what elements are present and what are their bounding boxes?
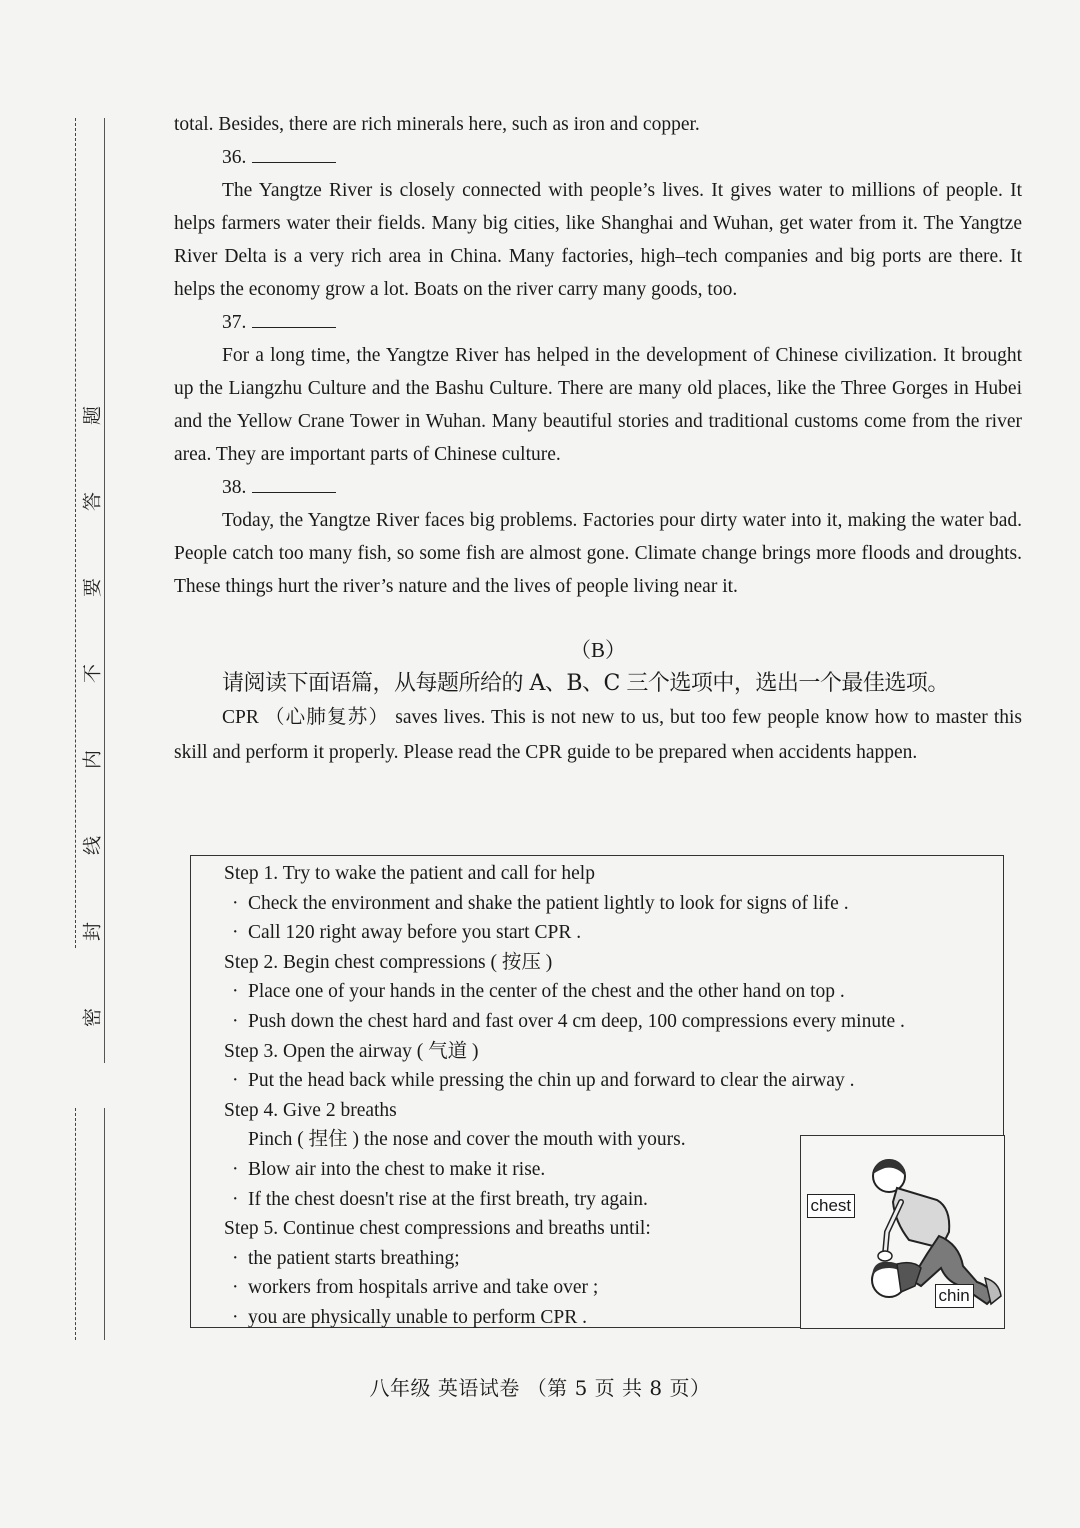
label-chin: chin bbox=[935, 1284, 974, 1308]
step-3-bullet-1 bbox=[224, 1066, 1004, 1096]
bullet-text: If the chest doesn't rise at the first breath, try again. bbox=[248, 1188, 648, 1210]
question-37-number: 37. bbox=[222, 312, 247, 333]
cpr-guide-box bbox=[190, 855, 1004, 1328]
question-38-number: 38. bbox=[222, 477, 247, 498]
answer-blank-37[interactable] bbox=[252, 309, 336, 328]
passage-line-continued: total. Besides, there are rich minerals here, such as iron and copper. bbox=[174, 114, 700, 135]
patient-body bbox=[897, 1262, 921, 1291]
bullet-dot: · bbox=[232, 1247, 239, 1269]
margin-char-yao: 要 bbox=[81, 578, 104, 598]
bullet-text: Call 120 right away before you start CPR . bbox=[248, 922, 582, 944]
margin-char-bu: 不 bbox=[81, 664, 104, 684]
binding-dashed-line-bottom bbox=[75, 1108, 76, 1340]
bullet-dot: · bbox=[232, 922, 239, 944]
bullet-dot: · bbox=[232, 1070, 239, 1092]
section-b-intro: CPR （心肺复苏） saves lives. This is not new to us, but too few people know how to master this skill and perform it properly. Please read the CPR guide to be prepared when accidents happen. bbox=[174, 707, 1022, 763]
paragraph-lives: The Yangtze River is closely connected with people’s lives. It gives water to millions of people. It helps farmers water their fields. Many big cities, like Shanghai and Wuhan, get water from it. The Yangtze River Delta is a very rich area in China. Many factories, high–tech companies and big ports are there. It helps the economy grow a lot. Boats on the river carry many goods, too. bbox=[174, 180, 1022, 300]
passage-content bbox=[174, 108, 1022, 770]
bullet-dot: · bbox=[232, 1158, 239, 1180]
margin-char-xian: 线 bbox=[81, 836, 104, 856]
step-1-bullet-2 bbox=[224, 918, 1004, 948]
cpr-illustration bbox=[800, 1135, 1005, 1329]
bullet-dot: · bbox=[232, 1277, 239, 1299]
bullet-text: workers from hospitals arrive and take over ; bbox=[248, 1277, 599, 1299]
answer-blank-36[interactable] bbox=[252, 144, 336, 163]
question-36-number: 36. bbox=[222, 147, 247, 168]
bullet-text: Pinch ( 捏住 ) the nose and cover the mouth with yours. bbox=[248, 1129, 686, 1151]
margin-char-ti: 题 bbox=[81, 406, 104, 426]
binding-solid-line-bottom bbox=[104, 1108, 105, 1340]
bullet-dot: · bbox=[232, 1010, 239, 1032]
step-3-title: Step 3. Open the airway ( 气道 ) bbox=[224, 1040, 479, 1062]
bullet-dot: · bbox=[232, 981, 239, 1003]
bullet-dot: · bbox=[232, 892, 239, 914]
question-36 bbox=[174, 141, 1022, 174]
section-b-instruction: 请阅读下面语篇，从每题所给的 A、B、C 三个选项中，选出一个最佳选项。 bbox=[222, 671, 949, 696]
bullet-text: Put the head back while pressing the chin up and forward to clear the airway . bbox=[248, 1070, 855, 1092]
question-38 bbox=[174, 471, 1022, 504]
step-1-title: Step 1. Try to wake the patient and call for help bbox=[224, 863, 595, 884]
paragraph-culture: For a long time, the Yangtze River has helped in the development of Chinese civilization. It brought up the Liangzhu Culture and the Bashu Culture. There are many old places, like the Three Gorges in Hubei and the Yellow Crane Tower in Wuhan. Many beautiful stories and traditional customs come from the river area. They are important parts of Chinese culture. bbox=[174, 345, 1022, 465]
answer-blank-38[interactable] bbox=[252, 474, 336, 493]
step-1-bullet-1 bbox=[224, 889, 1004, 919]
bullet-text: Check the environment and shake the patient lightly to look for signs of life . bbox=[248, 892, 849, 914]
label-chest: chest bbox=[807, 1194, 856, 1218]
question-37 bbox=[174, 306, 1022, 339]
step-2-bullet-1 bbox=[224, 977, 1004, 1007]
rescuer-hands bbox=[878, 1251, 892, 1261]
step-2-bullet-2 bbox=[224, 1007, 1004, 1037]
paragraph-problems: Today, the Yangtze River faces big problems. Factories pour dirty water into it, making the water bad. People catch too many fish, so some fish are almost gone. Climate change brings more floods and droughts. These things hurt the river’s nature and the lives of people living near it. bbox=[174, 510, 1022, 597]
section-b-title: （B） bbox=[569, 638, 626, 662]
margin-char-feng: 封 bbox=[81, 922, 104, 942]
bullet-dot: · bbox=[232, 1188, 239, 1210]
step-5-title: Step 5. Continue chest compressions and breaths until: bbox=[224, 1218, 651, 1240]
margin-char-mi: 密 bbox=[81, 1008, 104, 1028]
bullet-text: Blow air into the chest to make it rise. bbox=[248, 1158, 546, 1180]
bullet-text: you are physically unable to perform CPR . bbox=[248, 1306, 588, 1328]
page-footer: 八年级 英语试卷 （第 5 页 共 8 页） bbox=[369, 1376, 711, 1400]
margin-char-nei: 内 bbox=[81, 750, 104, 770]
binding-dashed-line-top bbox=[75, 118, 76, 948]
bullet-text: the patient starts breathing; bbox=[248, 1247, 460, 1269]
step-4-title: Step 4. Give 2 breaths bbox=[224, 1099, 397, 1121]
margin-char-da: 答 bbox=[81, 492, 104, 512]
step-2-title: Step 2. Begin chest compressions ( 按压 ) bbox=[224, 951, 553, 973]
bullet-dot: · bbox=[232, 1306, 239, 1328]
bullet-text: Place one of your hands in the center of the chest and the other hand on top . bbox=[248, 981, 845, 1003]
bullet-text: Push down the chest hard and fast over 4 cm deep, 100 compressions every minute . bbox=[248, 1010, 905, 1032]
